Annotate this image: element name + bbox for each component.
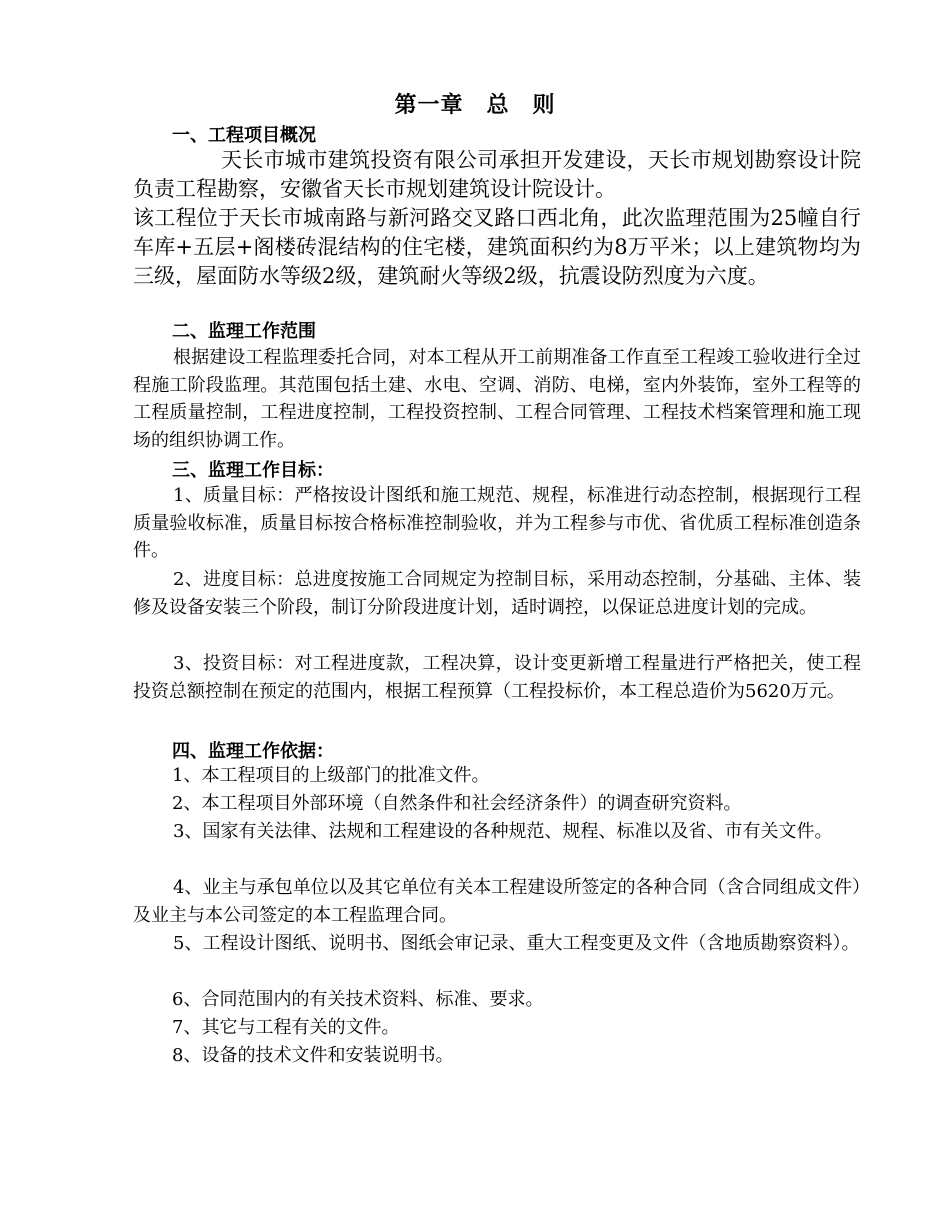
- section-heading-basis: 四、监理工作依据：: [172, 741, 334, 762]
- paragraph-project-developer: 天长市城市建筑投资有限公司承担开发建设，天长市规划勘察设计院负责工程勘察，安徽省天长市规划建筑设计院设计。: [133, 148, 861, 201]
- section-heading-scope: 二、监理工作范围: [172, 321, 316, 342]
- list-item-basis-8: 8、设备的技术文件和安装说明书。: [172, 1045, 454, 1066]
- paragraph-quality-objective: 1、质量目标：严格按设计图纸和施工规范、规程，标准进行动态控制，根据现行工程质量验收标准，质量目标按合格标准控制验收，并为工程参与市优、省优质工程标准创造条件。: [133, 485, 861, 561]
- list-item-basis-3: 3、国家有关法律、法规和工程建设的各种规范、规程、标准以及省、市有关文件。: [173, 821, 833, 842]
- paragraph-investment-objective: 3、投资目标：对工程进度款，工程决算，设计变更新增工程量进行严格把关，使工程投资总额控制在预定的范围内，根据工程预算（工程投标价，本工程总造价为5620万元。: [133, 653, 861, 702]
- paragraph-project-location: 该工程位于天长市城南路与新河路交叉路口西北角，此次监理范围为25幢自行车库+五层+阁楼砖混结构的住宅楼，建筑面积约为8万平米；以上建筑物均为三级，屋面防水等级2级，建筑耐火等级2级，抗震设防烈度为六度。: [133, 206, 861, 288]
- section-heading-objectives: 三、监理工作目标：: [172, 460, 334, 481]
- list-item-basis-4: 4、业主与承包单位以及其它单位有关本工程建设所签定的各种合同（含合同组成文件）及业主与本公司签定的本工程监理合同。: [133, 877, 861, 926]
- list-item-basis-1: 1、本工程项目的上级部门的批准文件。: [172, 765, 490, 786]
- section-heading-project-overview: 一、工程项目概况: [172, 125, 316, 146]
- list-item-basis-2: 2、本工程项目外部环境（自然条件和社会经济条件）的调查研究资料。: [172, 793, 742, 814]
- list-item-basis-6: 6、合同范围内的有关技术资料、标准、要求。: [172, 989, 544, 1010]
- list-item-basis-7: 7、其它与工程有关的文件。: [172, 1017, 400, 1038]
- paragraph-schedule-objective: 2、进度目标：总进度按施工合同规定为控制目标，采用动态控制，分基础、主体、装修及设备安装三个阶段，制订分阶段进度计划，适时调控，以保证总进度计划的完成。: [133, 569, 861, 618]
- list-item-basis-5: 5、工程设计图纸、说明书、图纸会审记录、重大工程变更及文件（含地质勘察资料）。: [173, 933, 860, 954]
- chapter-title: 第一章 总 则: [394, 93, 556, 118]
- paragraph-scope: 根据建设工程监理委托合同，对本工程从开工前期准备工作直至工程竣工验收进行全过程施工阶段监理。其范围包括土建、水电、空调、消防、电梯，室内外装饰，室外工程等的工程质量控制，工程进度控制，工程投资控制、工程合同管理、工程技术档案管理和施工现场的组织协调工作。: [133, 347, 861, 451]
